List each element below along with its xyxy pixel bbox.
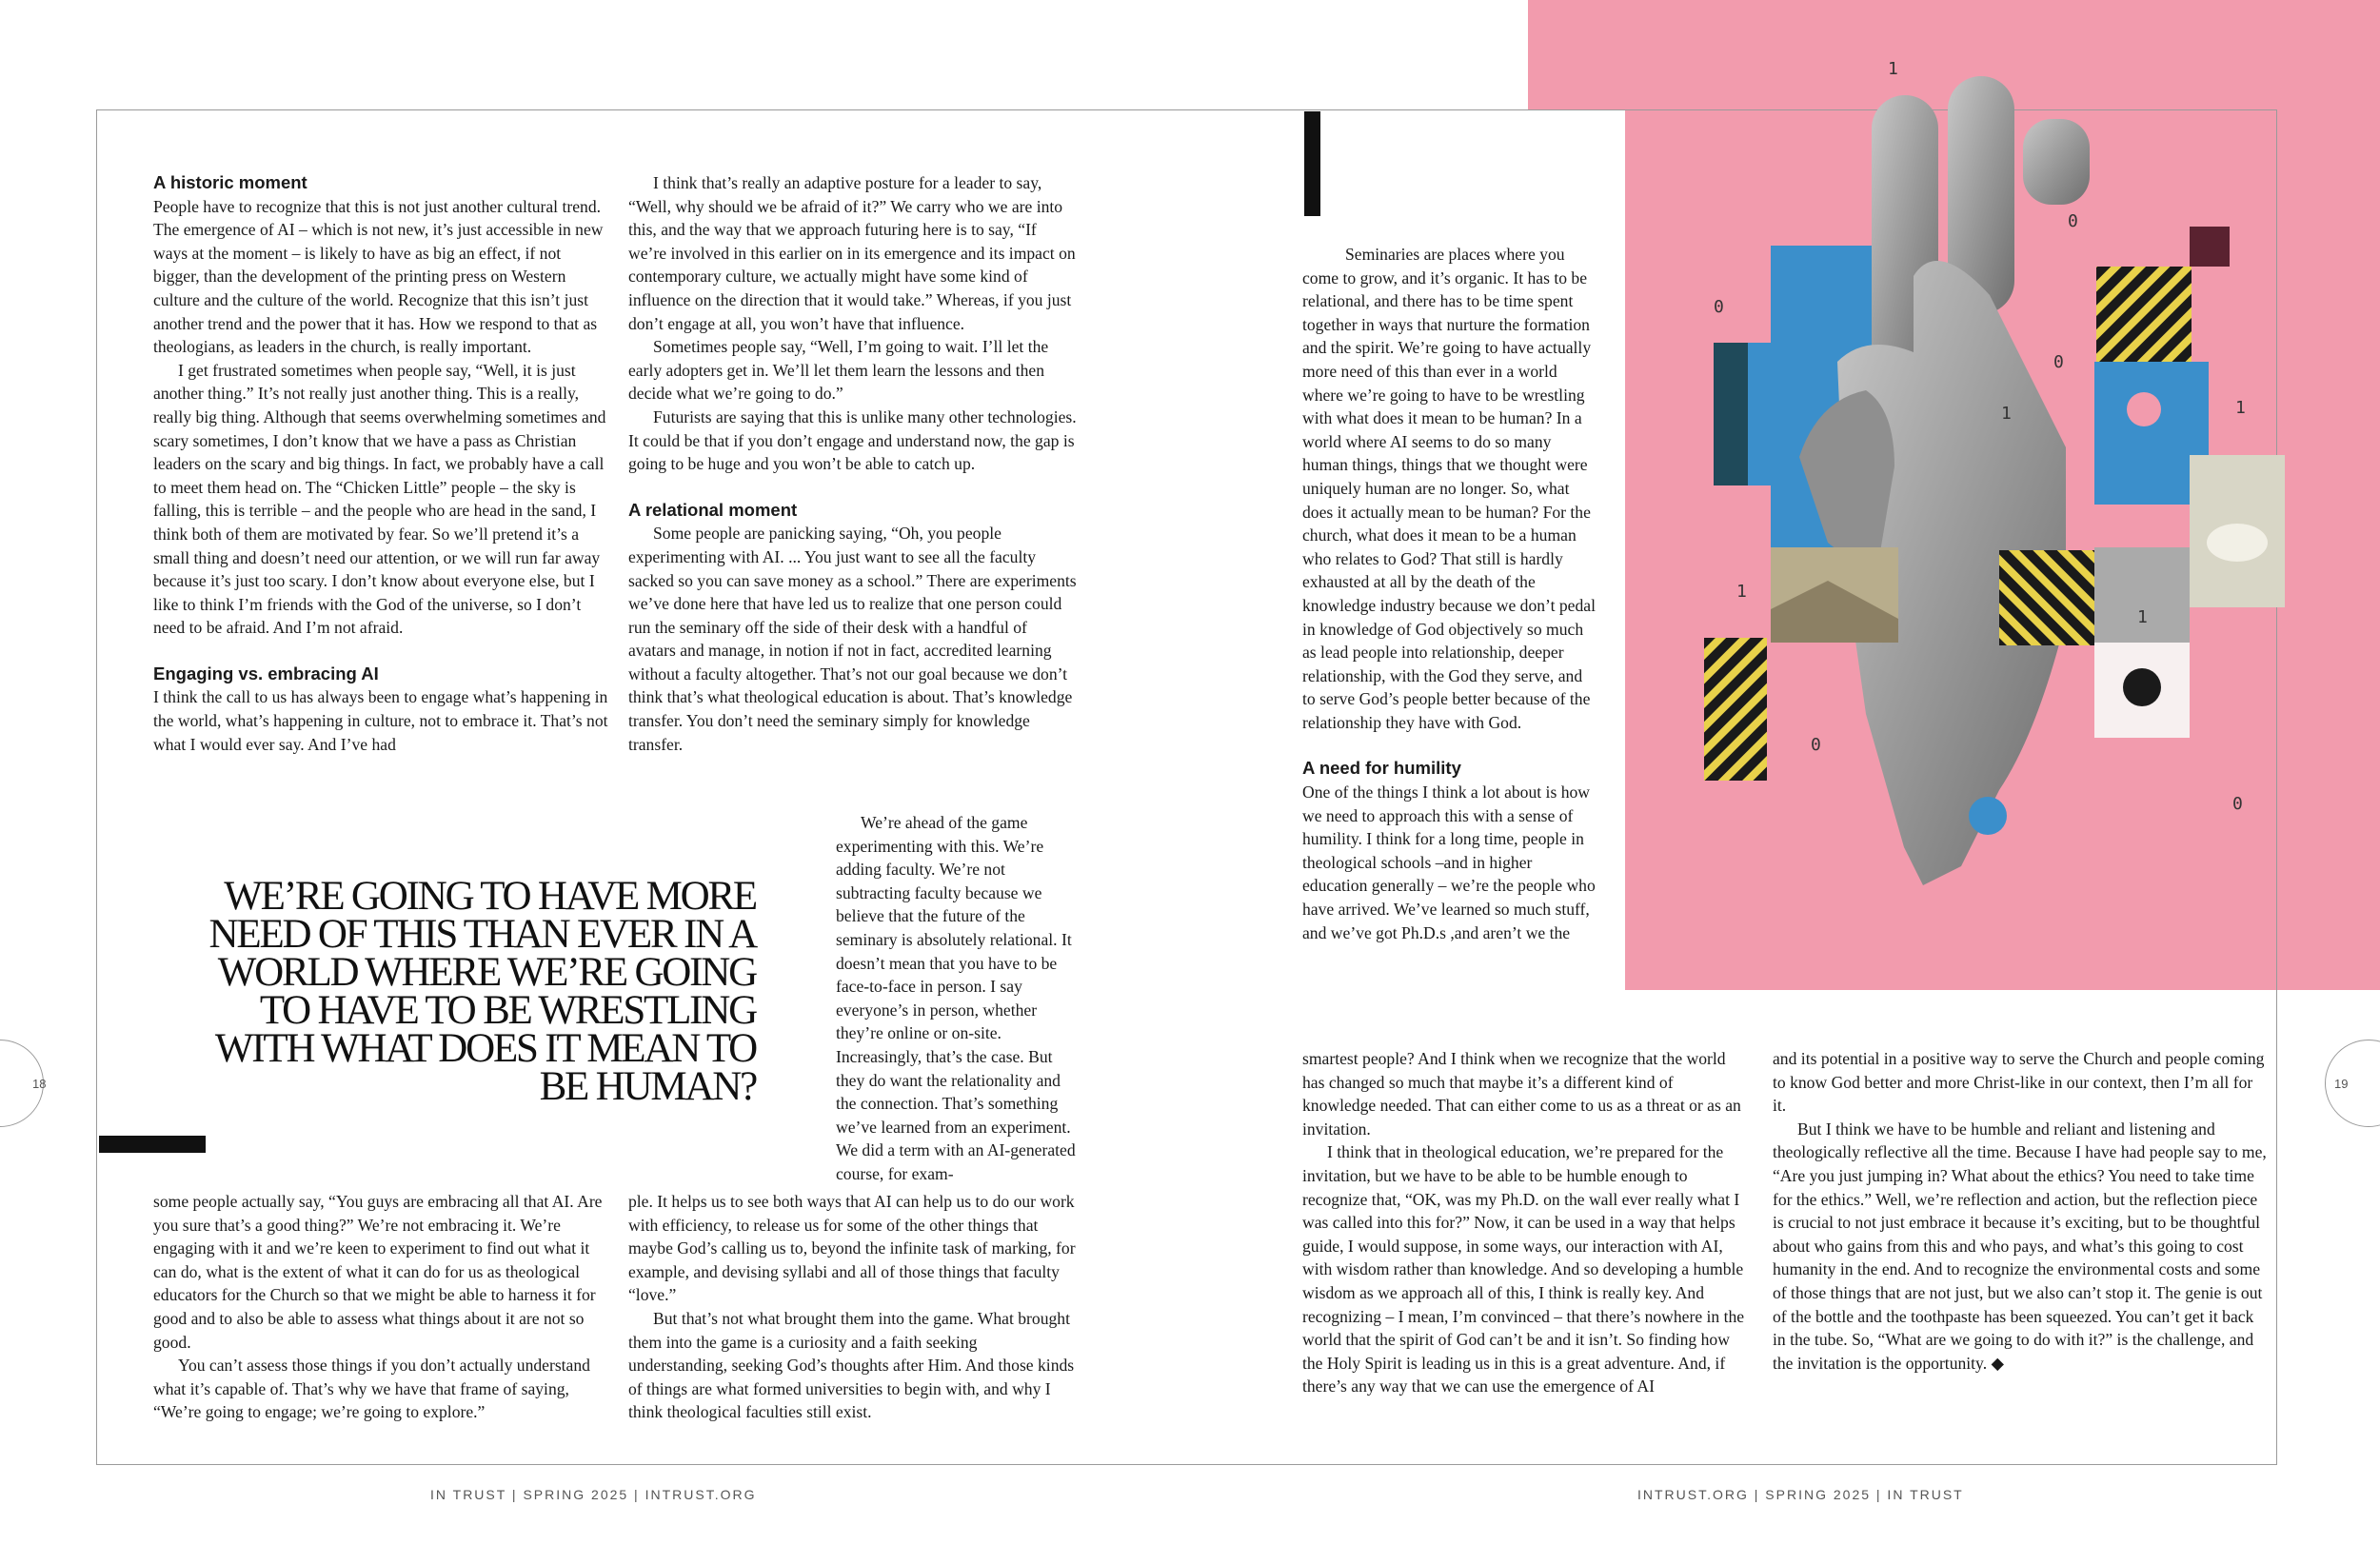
paragraph: But that’s not what brought them into the game. What brought them into the game is a curiosity and a faith seeking understanding, seeking God’s thoughts after Him. And those kinds of things are what formed universities to begin with, and why I think theological faculties still exist. bbox=[628, 1308, 1075, 1422]
paragraph: I think that in theological education, we’re prepared for the invitation, but we have to be able to be humble enough to recognize that, “OK, was my Ph.D. on the wall ever really what I was called into this for?” Now, it can be used in a way that helps guide, I would suppose, in some ways, our interaction with AI, with wisdom rather than knowledge. And so developing a humble wisdom as we approach all of this, I think is really key. And recognizing – I mean, I’m convinced – that there’s nowhere in the world that the spirit of God can’t be and it isn’t. So finding how the Holy Spirit is leading us in this is a great adventure. And, if there’s any way that we can use the emergence of AI bbox=[1302, 1142, 1745, 1396]
vertical-accent-bar bbox=[1304, 111, 1320, 216]
paragraph: ple. It helps us to see both ways that AI can help us to do our work with efficiency, to release us for some of the other things that maybe God’s calling us to, beyond the infinite task of marking, for example, and devising syllabi and all of those things that faculty “love.” bbox=[628, 1192, 1076, 1305]
heading-relational-moment: A relational moment bbox=[628, 499, 798, 520]
right-column-3-bottom bbox=[1302, 1047, 1748, 1398]
paragraph: and its potential in a positive way to serve the Church and people coming to know God better and more Christ-like in our context, then I’m all for it. bbox=[1773, 1049, 2265, 1116]
paragraph: One of the things I think a lot about is how we need to approach this with a sense of humility. I think for a long time, people in theological schools –and in higher education generally – we’re the people who have arrived. We’ve learned so much stuff, and we’ve got Ph.D.s ,and aren’t we the bbox=[1302, 782, 1596, 942]
page-number-right: 19 bbox=[2334, 1077, 2349, 1091]
dark-square bbox=[2190, 227, 2230, 267]
paragraph: People have to recognize that this is not just another cultural trend. The emergence of AI – which is not new, it’s just accessible in new ways at the moment – is likely to have as big an effect, if not bigger, than the development of the printing press on Western culture and the culture of the world. Recognize that this isn’t just another trend and the power that it has. How we respond to that as theologians, as leaders in the church, is really important. bbox=[153, 196, 604, 357]
digit-label: 0 bbox=[2053, 352, 2064, 372]
digit-label: 0 bbox=[1714, 297, 1724, 317]
pink-circle bbox=[2127, 392, 2161, 426]
digit-label: 0 bbox=[2232, 794, 2243, 814]
paragraph: I think the call to us has always been to engage what’s happening in the world, what’s happening in culture, not to embrace it. That’s not what I would ever say. And I’ve had bbox=[153, 687, 608, 754]
paragraph: Some people are panicking saying, “Oh, you people experimenting with AI. ... You just want to see all the faculty sacked so you can save money as a school.” There are experiments we’ve done here that have led us to realize that one person could run the seminary off the side of their desk with a handful of avatars and manage, in notion if not in fact, accredited learning without a faculty altogether. That’s not our goal because we don’t think that’s what theological education is about. That’s knowledge transfer. You don’t need the seminary simply for knowledge transfer. bbox=[628, 524, 1077, 754]
digit-label: 0 bbox=[1811, 735, 1821, 755]
footer-right: INTRUST.ORG | SPRING 2025 | IN TRUST bbox=[1637, 1487, 1964, 1502]
digit-label: 1 bbox=[2001, 404, 2012, 424]
paragraph bbox=[1773, 1118, 2268, 1376]
left-column-2-bottom bbox=[628, 1190, 1078, 1424]
left-column-1-bottom bbox=[153, 1190, 608, 1424]
dark-teal-strip bbox=[1714, 343, 1748, 485]
right-column-3 bbox=[1302, 243, 1597, 944]
footer-left: IN TRUST | SPRING 2025 | INTRUST.ORG bbox=[430, 1487, 757, 1502]
blue-strip bbox=[1748, 343, 1771, 485]
stripe-tile bbox=[2096, 267, 2192, 362]
paragraph: Futurists are saying that this is unlike many other technologies. It could be that if you don’t engage and understand now, the gap is going to be huge and you won’t be able to catch up. bbox=[628, 406, 1077, 474]
blue-circle bbox=[1969, 797, 2007, 835]
right-column-4 bbox=[1773, 1047, 2268, 1375]
hand-collage-illustration bbox=[1676, 48, 2304, 933]
left-column-2-narrow bbox=[836, 811, 1080, 1186]
left-column-1 bbox=[153, 171, 608, 756]
skin-texture-tile bbox=[2094, 547, 2190, 643]
page-number-left: 18 bbox=[32, 1077, 47, 1091]
end-mark-icon: ◆ bbox=[1991, 1353, 2005, 1373]
paragraph: I think that’s really an adaptive posture for a leader to say, “Well, why should we be afraid of it?” We carry who we are into this, and the way that we approach futuring here is to say, “If we’re involved in this earlier on in its emergence and its impact on contemporary culture, we actually might have some kind of influence on the direction that it would take.” Whereas, if you just don’t engage at all, you won’t have that influence. bbox=[628, 173, 1076, 333]
paragraph: Sometimes people say, “Well, I’m going to wait. I’ll let the early adopters get in. We’ll let them learn the lessons and then decide what we’re going to do.” bbox=[628, 337, 1049, 404]
paragraph: smartest people? And I think when we recognize that the world has changed so much that maybe it’s a different kind of knowledge needed. That can either come to us as a threat or as an invitation. bbox=[1302, 1049, 1741, 1139]
pull-quote-accent-bar bbox=[99, 1136, 206, 1153]
digit-label: 0 bbox=[2068, 211, 2078, 231]
heading-historic-moment: A historic moment bbox=[153, 172, 307, 192]
stripe-tile bbox=[1704, 638, 1767, 781]
paragraph: Seminaries are places where you come to grow, and it’s organic. It has to be relational, and there has to be time spent together in ways that nurture the formation and the spirit. We’re going to have actually more need of this than ever in a world where we’re going to have to be wrestling with what does it mean to be human? In a world where AI seems to do so many human things, things that we thought were uniquely human are no longer. So, what does it actually mean to be human? For the church, what does it mean to be a human who relates to God? That still is hardly exhausted at all by the death of the knowledge industry because we don’t pedal in knowledge of God objectively so much as lead people into relationship, deeper relationship, with the God they serve, and to serve God’s people better because of the relationship they have with God. bbox=[1302, 245, 1596, 732]
paragraph: You can’t assess those things if you don’t actually understand what it’s capable of. That’s why we have that frame of saying, “We’re going to engage; we’re going to explore.” bbox=[153, 1356, 590, 1422]
digit-label: 1 bbox=[1736, 582, 1747, 602]
digit-label: 1 bbox=[2137, 607, 2148, 627]
page-number-circle-right bbox=[2325, 1040, 2380, 1127]
paragraph-text: But I think we have to be humble and reliant and listening and theologically reflective all the time. Because I have had people say to me, “Are you just jumping in? What about the ethics? You need to take time for the ethics.” Well, we’re reflection and action, but the reflection piece is crucial to not just embrace it because it’s exciting, but to be thoughtful about who gains from this and who pays, and what’s this going to cost humanity in the end. And to recognize the environmental costs and some of those things that are not just, but we also can’t stop it. The genie is out of the bottle and the toothpaste has been squeezed. You can’t get it back in the tube. So, “What are we going to do with it?” is the challenge, and the invitation is the opportunity. bbox=[1773, 1119, 2267, 1373]
paragraph: We’re ahead of the game experimenting with this. We’re adding faculty. We’re not subtracting faculty because we believe that the future of the seminary is absolutely relational. It doesn’t mean that you have to be face-to-face in person. I say everyone’s in person, whether they’re online or on-site. Increasingly, that’s the case. But they do want the relationality and the connection. That’s something we’ve learned from an experiment. We did a term with an AI-generated course, for exam- bbox=[836, 813, 1076, 1183]
digit-label: 1 bbox=[1888, 59, 1898, 79]
pull-quote: WE’RE GOING TO HAVE MORE NEED OF THIS THAN EVER IN A WORLD WHERE WE’RE GOING TO HAVE TO BE WRESTLING WITH WHAT DOES IT MEAN TO BE HUMAN? bbox=[208, 874, 756, 1109]
heading-engaging-vs-embracing: Engaging vs. embracing AI bbox=[153, 663, 379, 683]
heading-need-for-humility: A need for humility bbox=[1302, 758, 1461, 779]
black-circle bbox=[2123, 668, 2161, 706]
paragraph: some people actually say, “You guys are embracing all that AI. Are you sure that’s a good thing?” We’re not embracing it. We’re engaging with it and we’re keen to experiment to find out what it can do, what is the extent of what it can do for us as theological educators for the Church so that we might be able to harness it for good and to also be able to assess what things about it are not so good. bbox=[153, 1192, 603, 1352]
left-column-2 bbox=[628, 171, 1078, 756]
stripe-tile bbox=[1999, 550, 2094, 645]
sheep-icon bbox=[2207, 524, 2268, 562]
digit-label: 1 bbox=[2235, 398, 2246, 418]
finger-ring bbox=[2023, 119, 2090, 205]
paragraph: I get frustrated sometimes when people say, “Well, it is just another thing.” It’s not really just another thing. This is a really, really big thing. Although that seems overwhelming sometimes and scary sometimes, I don’t know that we have a pass as Christian leaders on the scary and big things. In fact, we probably have a call to meet them head on. The “Chicken Little” people – the sky is falling, this is terrible – and the people who are head in the sand, I think both of them are motivated by fear. So we’ll pretend it’s a small thing and doesn’t need our attention, or we will run far away because it’s just too scary. I don’t know about everyone else, but I like to think I’m friends with the God of the universe, so I don’t need to be afraid. And I’m not afraid. bbox=[153, 360, 606, 638]
